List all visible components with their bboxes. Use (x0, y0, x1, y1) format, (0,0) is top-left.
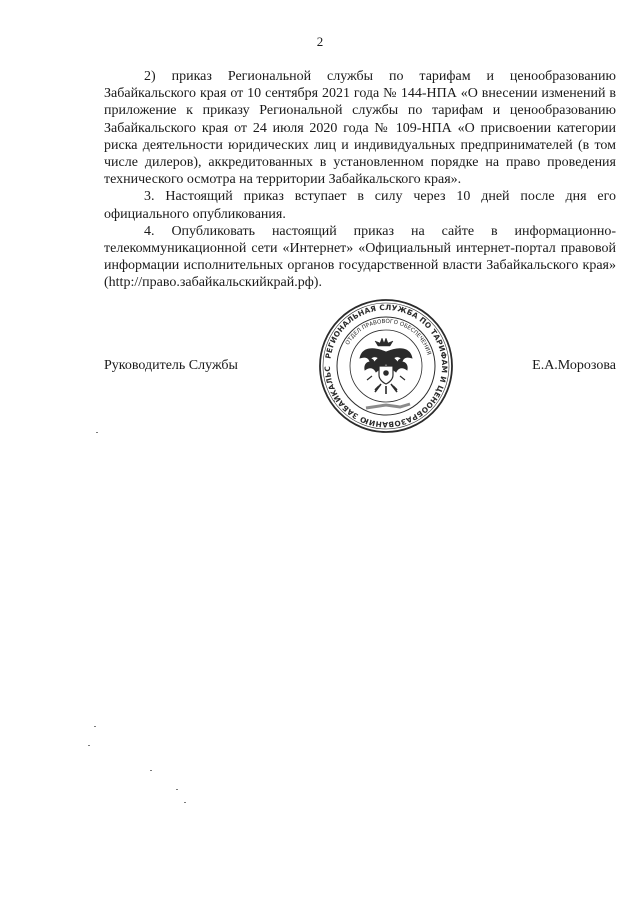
official-seal-stamp (316, 296, 456, 436)
seal-outer-text: РЕГИОНАЛЬНАЯ СЛУЖБА ПО ТАРИФАМ И ЦЕНООБРАЗОВАНИЮ ЗАБАЙКАЛЬС (322, 302, 450, 430)
scan-artifact (88, 745, 90, 746)
paragraph-item-3: 3. Настоящий приказ вступает в силу через 10 дней после дня его официального опубликования. (104, 189, 616, 222)
ink-smudge (366, 404, 410, 408)
scan-artifact (184, 802, 186, 803)
scan-artifact (96, 432, 98, 433)
page-number: 2 (316, 34, 324, 49)
paragraph-item-4: 4. Опубликовать настоящий приказ на сайте в информационно-телекоммуникационной сети «Интернет» «Официальный интернет-портал правовой информации исполнительных органов государственной власти Забайкальского края» (http://право.забайкальскийкрай.рф). (104, 223, 616, 291)
seal-graphic (316, 296, 456, 436)
paragraph-item-2: 2) приказ Региональной службы по тарифам и ценообразованию Забайкальского края от 10 сентября 2021 года № 144-НПА «О внесении изменений в приложение к приказу Региональной службы по тарифам и ценообразованию Забайкальского края от 24 июля 2020 года № 109-НПА «О присвоении категории риска деятельности юридических лиц и индивидуальных предпринимателей (в том числе дилеров), аккредитованных в установленном порядке на право проведения технического осмотра на территории Забайкальского края». (104, 69, 616, 188)
signer-title: Руководитель Службы (104, 358, 238, 373)
scan-artifact (176, 789, 178, 790)
document-body (104, 68, 616, 292)
seal-inner-text: ОТДЕЛ ПРАВОВОГО ОБЕСПЕЧЕНИЯ (344, 318, 432, 356)
scan-artifact (150, 770, 152, 771)
signer-name: Е.А.Морозова (532, 358, 616, 373)
double-headed-eagle-icon (360, 338, 412, 394)
scan-artifact (94, 726, 96, 727)
